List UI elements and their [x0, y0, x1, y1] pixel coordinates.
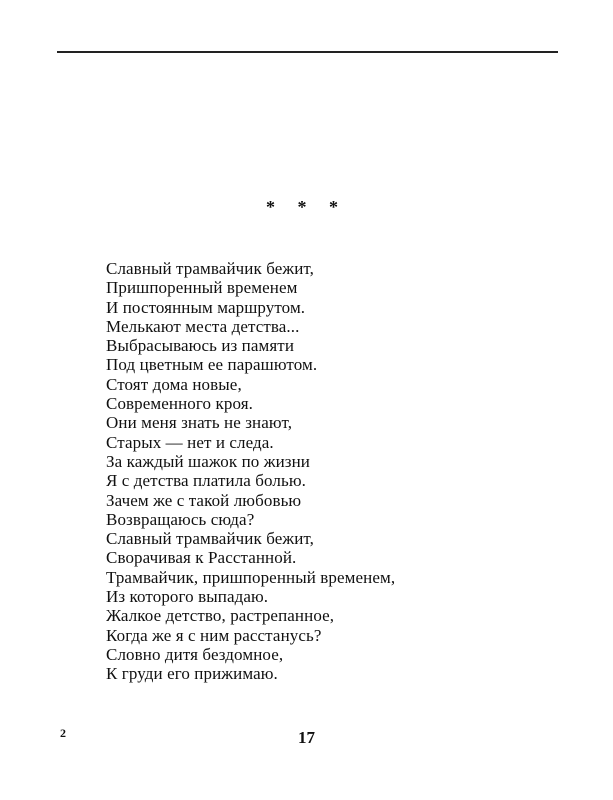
poem-line: За каждый шажок по жизни: [106, 451, 310, 471]
poem-line: Словно дитя бездомное,: [106, 644, 284, 664]
poem: [106, 259, 395, 684]
poem-line: Современного кроя.: [106, 394, 254, 414]
poem-line: Выбрасываюсь из памяти: [106, 336, 295, 356]
poem-line: Славный трамвайчик бежит,: [106, 259, 315, 278]
poem-line: Старых — нет и следа.: [106, 432, 274, 452]
poem-line: Они меня знать не знают,: [106, 413, 293, 433]
poem-line: Я с детства платила болью.: [106, 471, 306, 491]
poem-line: Жалкое детство, растрепанное,: [106, 606, 335, 626]
poem-line: Зачем же с такой любовью: [106, 490, 302, 510]
poem-line: Трамвайчик, пришпоренный временем,: [106, 567, 396, 587]
poem-line: Стоят дома новые,: [106, 374, 242, 394]
poem-line: Из которого выпадаю.: [106, 587, 269, 607]
signature-mark: 2: [60, 726, 66, 740]
poem-line: Славный трамвайчик бежит,: [106, 529, 315, 549]
section-separator: * * *: [266, 197, 347, 217]
poem-line: Мелькают места детства...: [106, 316, 300, 336]
page-number: 17: [298, 728, 315, 747]
poem-line: К груди его прижимаю.: [106, 664, 278, 684]
poem-line: Пришпоренный временем: [106, 278, 298, 298]
poem-line: Когда же я с ним расстанусь?: [106, 625, 322, 645]
top-rule: [57, 51, 558, 53]
poem-line: Сворачивая к Расстанной.: [106, 548, 297, 568]
poem-line: Возвращаюсь сюда?: [106, 509, 255, 529]
poem-line: Под цветным ее парашютом.: [106, 355, 318, 375]
poem-line: И постоянным маршрутом.: [106, 297, 306, 317]
